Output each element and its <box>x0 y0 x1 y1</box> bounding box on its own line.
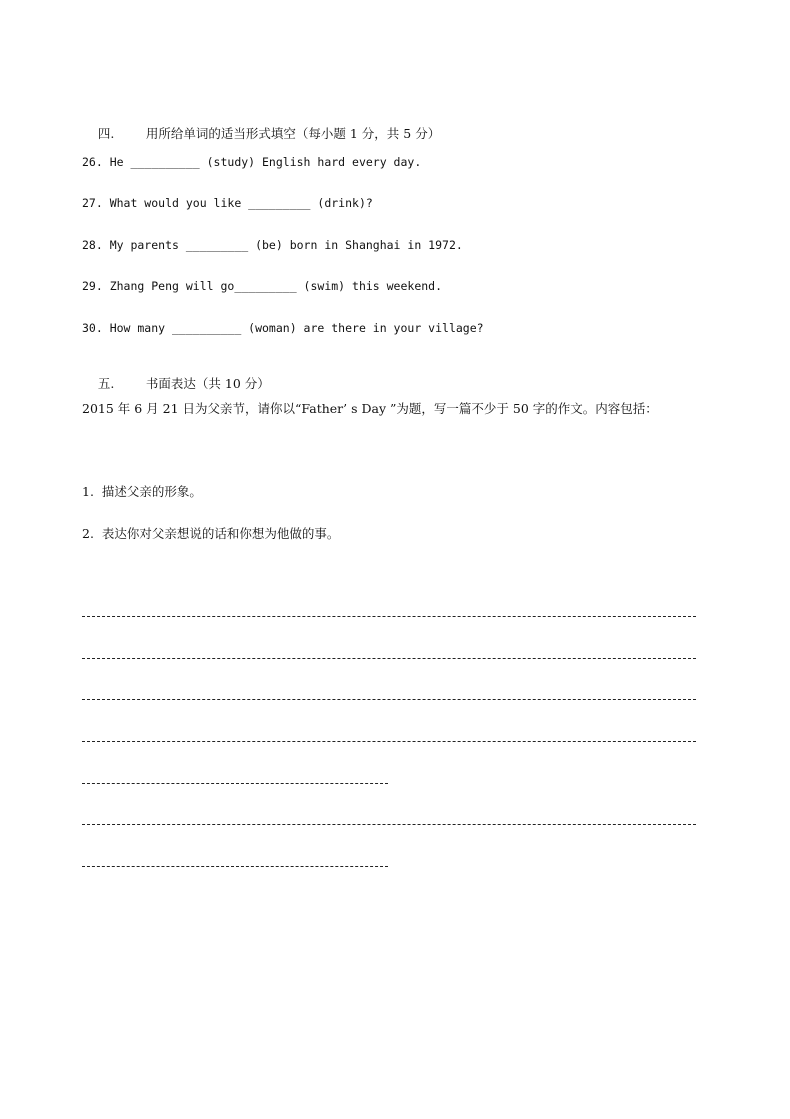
section-4-heading <box>82 110 440 158</box>
question-28: 28. My parents _________ (be) born in Shanghai in 1972. <box>82 238 463 252</box>
section-4-title: 用所给单词的适当形式填空（每小题 1 分，共 5 分） <box>145 126 441 141</box>
writing-prompt: 2015 年 6 月 21 日为父亲节，请你以“Father’ s Day ”为题，写一篇不少于 50 字的作文。内容包括： <box>82 401 658 416</box>
writing-point-2: 2. 表达你对父亲想说的话和你想为他做的事。 <box>82 526 340 541</box>
writing-point-1: 1. 描述父亲的形象。 <box>82 484 202 499</box>
writing-line-7[interactable] <box>82 866 388 867</box>
question-29: 29. Zhang Peng will go_________ (swim) this weekend. <box>82 279 443 293</box>
writing-line-1[interactable] <box>82 616 696 617</box>
writing-line-6[interactable] <box>82 824 696 825</box>
section-4-number: 四. <box>97 126 115 141</box>
question-30: 30. How many __________ (woman) are there in your village? <box>82 321 484 335</box>
writing-line-4[interactable] <box>82 741 696 742</box>
question-26: 26. He __________ (study) English hard every day. <box>82 155 422 169</box>
section-5-title: 书面表达（共 10 分） <box>145 376 270 391</box>
writing-line-5[interactable] <box>82 783 388 784</box>
writing-line-3[interactable] <box>82 699 696 700</box>
section-5-number: 五. <box>97 376 115 391</box>
writing-line-2[interactable] <box>82 658 696 659</box>
question-27: 27. What would you like _________ (drink)? <box>82 196 373 210</box>
